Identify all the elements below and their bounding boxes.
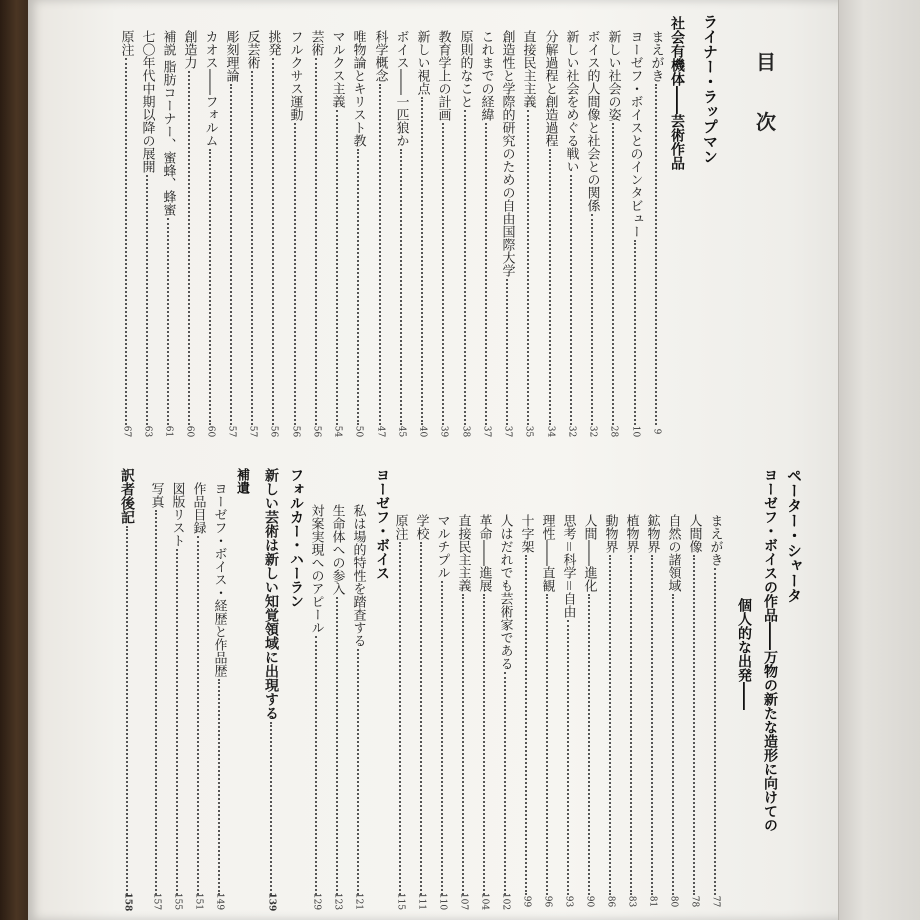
toc-entry-label: ヨーゼフ・ボイスとのインタビュー — [627, 30, 643, 238]
part4-author: フォルカー・ハーラン — [288, 468, 304, 608]
leader-dots — [462, 594, 464, 895]
toc-entry-page: 37 — [481, 425, 492, 438]
toc-entry-label: 鉱物界 — [644, 514, 660, 553]
toc-entry-page: 104 — [479, 892, 490, 911]
toc-entry-page: 32 — [587, 425, 598, 438]
toc-entry-label: 革命――進展 — [476, 514, 492, 592]
leader-dots — [379, 84, 381, 425]
toc-entry-32[interactable] — [601, 514, 619, 906]
leader-dots — [527, 110, 529, 425]
toc-entry-23[interactable] — [180, 30, 198, 436]
leader-dots — [655, 84, 657, 425]
leader-dots — [336, 597, 338, 895]
leader-dots — [693, 555, 695, 895]
toc-entry-40[interactable] — [433, 514, 451, 911]
toc-entry-4[interactable] — [583, 30, 601, 436]
toc-entry-page: 102 — [500, 892, 511, 911]
toc-entry-page: 40 — [417, 425, 428, 438]
leader-dots — [549, 149, 551, 425]
toc-title-char-1: 目 — [756, 50, 776, 74]
toc-entry-46[interactable] — [262, 468, 280, 912]
toc-entry-26[interactable] — [117, 30, 135, 436]
toc-entry-label: 原注 — [118, 30, 134, 56]
toc-entry-label: 彫刻理論 — [223, 30, 239, 82]
toc-entry-page: 37 — [502, 425, 513, 438]
leader-dots — [357, 149, 359, 425]
part3-author: ヨーゼフ・ボイス — [374, 468, 390, 580]
toc-entry-1[interactable] — [647, 30, 665, 436]
toc-entry-label: マルチプル — [434, 514, 450, 579]
toc-entry-page: 67 — [121, 425, 132, 438]
toc-entry-page: 9 — [651, 428, 662, 435]
toc-entry-13[interactable] — [392, 30, 410, 436]
leader-dots — [188, 71, 190, 425]
toc-entry-page: 139 — [266, 892, 277, 912]
toc-entry-8[interactable] — [498, 30, 516, 436]
toc-entry-label: まえがき — [648, 30, 664, 82]
toc-entry-label: カオス――フォルム — [202, 30, 218, 147]
toc-entry-label: 生命体への参入 — [329, 504, 345, 595]
toc-entry-page: 121 — [353, 892, 364, 911]
toc-entry-label: 原注 — [392, 514, 408, 540]
toc-entry-33[interactable] — [580, 514, 598, 906]
toc-entry-page: 77 — [710, 895, 721, 908]
toc-entry-afterword[interactable] — [118, 468, 136, 912]
toc-entry-25[interactable] — [138, 30, 156, 436]
toc-entry-label: ヨーゼフ・ボイス・経歴と作品歴 — [211, 482, 227, 677]
toc-entry-label: 直接民主主義 — [455, 514, 471, 592]
leader-dots — [315, 636, 317, 895]
toc-entry-label: 作品目録 — [190, 482, 206, 534]
toc-entry-3[interactable] — [604, 30, 622, 436]
leader-dots — [400, 149, 402, 425]
leader-dots — [634, 240, 636, 425]
toc-entry-45[interactable] — [307, 504, 325, 911]
toc-entry-label: 自然の諸領域 — [665, 514, 681, 592]
leader-dots — [567, 620, 569, 895]
toc-entry-page: 10 — [630, 425, 641, 438]
toc-entry-label: マルクス主義 — [329, 30, 345, 108]
toc-entry-label: 対案実現へのアピール — [308, 504, 324, 634]
toc-entry-11[interactable] — [434, 30, 452, 436]
leader-dots — [591, 214, 593, 425]
leader-dots — [570, 175, 572, 425]
leader-dots — [197, 536, 199, 895]
toc-entry-label: 植物界 — [623, 514, 639, 553]
toc-entry-label: 創造力 — [181, 30, 197, 69]
leader-dots — [209, 149, 211, 425]
leader-dots — [506, 279, 508, 425]
toc-entry-page: 110 — [437, 892, 448, 911]
next-page-edge — [838, 0, 920, 920]
toc-entry-label: 分解過程と創造過程 — [542, 30, 558, 147]
toc-entry-page: 123 — [332, 892, 343, 911]
leader-dots — [167, 218, 169, 425]
toc-entry-37[interactable] — [496, 514, 514, 911]
toc-entry-label: 訳者後記 — [119, 468, 135, 524]
toc-entry-27[interactable] — [706, 514, 724, 906]
leader-dots — [125, 58, 127, 425]
toc-entry-page: 35 — [523, 425, 534, 438]
toc-entry-label: これまでの経緯 — [478, 30, 494, 121]
toc-entry-6[interactable] — [541, 30, 559, 436]
leader-dots — [294, 123, 296, 425]
toc-entry-21[interactable] — [222, 30, 240, 436]
toc-entry-page: 60 — [184, 425, 195, 438]
toc-entry-label: フルクサス運動 — [287, 30, 303, 121]
supplement-heading: 補遺 — [234, 468, 249, 494]
toc-entry-page: 158 — [122, 892, 133, 912]
toc-entry-page: 115 — [395, 892, 406, 911]
leader-dots — [630, 555, 632, 895]
leader-dots — [504, 672, 506, 895]
toc-entry-22[interactable] — [201, 30, 219, 436]
leader-dots — [218, 679, 220, 895]
leader-dots — [609, 555, 611, 895]
toc-entry-20[interactable] — [243, 30, 261, 436]
toc-entry-page: 56 — [290, 425, 301, 438]
part2-subtitle-line1: ヨーゼフ・ボイスの作品――万物の新たな造形に向けての — [762, 468, 778, 832]
toc-entry-page: 151 — [193, 892, 204, 911]
toc-entry-page: 57 — [247, 425, 258, 438]
toc-entry-5[interactable] — [562, 30, 580, 436]
toc-entry-label: ボイス――一匹狼か — [393, 30, 409, 147]
leader-dots — [399, 542, 401, 895]
leader-dots — [485, 123, 487, 425]
toc-entry-14[interactable] — [371, 30, 389, 436]
toc-entry-page: 81 — [647, 895, 658, 908]
toc-entry-9[interactable] — [477, 30, 495, 436]
toc-entry-page: 90 — [584, 895, 595, 908]
toc-entry-48[interactable] — [189, 482, 207, 911]
toc-entry-label: 唯物論とキリスト教 — [350, 30, 366, 147]
toc-entry-page: 54 — [332, 425, 343, 438]
leader-dots — [546, 594, 548, 895]
toc-entry-24[interactable] — [159, 30, 177, 436]
toc-entry-label: 図版リスト — [169, 482, 185, 547]
toc-entry-page: 155 — [172, 892, 183, 911]
toc-entry-30[interactable] — [643, 514, 661, 906]
toc-entry-label: 科学概念 — [372, 30, 388, 82]
leader-dots — [714, 568, 716, 895]
part2-author: ペーター・シャータ — [785, 468, 803, 603]
leader-dots — [272, 58, 274, 425]
leader-dots — [336, 110, 338, 425]
toc-entry-label: 写真 — [148, 482, 164, 508]
toc-entry-label: 新しい社会の姿 — [605, 30, 621, 121]
toc-entry-38[interactable] — [475, 514, 493, 911]
toc-entry-page: 129 — [311, 892, 322, 911]
toc-entry-44[interactable] — [328, 504, 346, 911]
toc-entry-label: 原則的なこと — [457, 30, 473, 108]
toc-entry-label: 反芸術 — [244, 30, 260, 69]
toc-entry-page: 56 — [311, 425, 322, 438]
toc-entry-label: 人間像 — [686, 514, 702, 553]
toc-entry-page: 86 — [605, 895, 616, 908]
leader-dots — [315, 58, 317, 425]
leader-dots — [672, 594, 674, 895]
toc-entry-page: 63 — [142, 425, 153, 438]
toc-entry-page: 78 — [689, 895, 700, 908]
toc-entry-49[interactable] — [168, 482, 186, 911]
leader-dots — [441, 581, 443, 895]
toc-entry-page: 47 — [375, 425, 386, 438]
toc-entry-label: 挑発 — [265, 30, 281, 56]
toc-entry-label: 思考＝科学＝自由 — [560, 514, 576, 619]
toc-entry-10[interactable] — [456, 30, 474, 436]
toc-entry-label: 補説 脂肪コーナー、蜜蜂、蜂蜜 — [160, 30, 176, 217]
toc-entry-page: 107 — [458, 892, 469, 911]
toc-entry-page: 96 — [542, 895, 553, 908]
leader-dots — [357, 649, 359, 895]
leader-dots — [155, 510, 157, 895]
toc-entry-15[interactable] — [349, 30, 367, 436]
toc-entry-page: 61 — [163, 425, 174, 438]
toc-entry-page: 93 — [563, 895, 574, 908]
leader-dots — [483, 594, 485, 895]
toc-entry-page: 39 — [438, 425, 449, 438]
toc-entry-47[interactable] — [210, 482, 228, 911]
leader-dots — [442, 123, 444, 425]
toc-entry-page: 34 — [545, 425, 556, 438]
table-surface — [0, 0, 30, 920]
toc-entry-39[interactable] — [454, 514, 472, 911]
part1-subtitle: 社会有機体――芸術作品 — [669, 16, 685, 170]
leader-dots — [126, 526, 128, 895]
toc-entry-label: 新しい視点 — [414, 30, 430, 95]
toc-entry-36[interactable] — [517, 514, 535, 906]
toc-entry-label: 私は場的特性を踏査する — [350, 504, 366, 647]
toc-entry-label: 直接民主主義 — [520, 30, 536, 108]
toc-entry-28[interactable] — [685, 514, 703, 906]
toc-entry-page: 28 — [608, 425, 619, 438]
toc-entry-34[interactable] — [559, 514, 577, 906]
leader-dots — [176, 549, 178, 895]
toc-entry-label: 新しい芸術は新しい知覚領域に出現する — [263, 468, 279, 720]
toc-entry-35[interactable] — [538, 514, 556, 906]
toc-entry-page: 56 — [268, 425, 279, 438]
toc-entry-page: 32 — [566, 425, 577, 438]
toc-entry-label: 教育学上の計画 — [435, 30, 451, 121]
toc-entry-label: 人間――進化 — [581, 514, 597, 592]
toc-entry-page: 57 — [226, 425, 237, 438]
leader-dots — [251, 71, 253, 425]
toc-entry-page: 111 — [416, 892, 427, 911]
toc-entry-label: 創造性と学際的研究のための自由国際大学 — [499, 30, 515, 277]
toc-entry-page: 60 — [205, 425, 216, 438]
toc-entry-43[interactable] — [349, 504, 367, 911]
toc-entry-7[interactable] — [519, 30, 537, 436]
toc-entry-page: 99 — [521, 895, 532, 908]
toc-entry-29[interactable] — [664, 514, 682, 906]
toc-entry-label: 新しい社会をめぐる戦い — [563, 30, 579, 173]
toc-entry-page: 80 — [668, 895, 679, 908]
leader-dots — [146, 175, 148, 425]
toc-entry-label: 七〇年代中期以降の展開 — [139, 30, 155, 173]
part1-author: ライナー・ラップマン — [701, 14, 719, 164]
toc-title-char-2: 次 — [756, 110, 776, 134]
part2-subtitle-line2: 個人的な出発―― — [736, 598, 752, 710]
toc-entry-label: 十字架 — [518, 514, 534, 553]
toc-entry-50[interactable] — [147, 482, 165, 911]
leader-dots — [525, 555, 527, 895]
toc-entry-label: 学校 — [413, 514, 429, 540]
leader-dots — [230, 84, 232, 425]
toc-entry-42[interactable] — [391, 514, 409, 911]
leader-dots — [612, 123, 614, 425]
toc-entry-label: 人はだれでも芸術家である — [497, 514, 513, 670]
leader-dots — [270, 722, 272, 895]
toc-entry-19[interactable] — [264, 30, 282, 436]
toc-entry-label: 芸術 — [308, 30, 324, 56]
leader-dots — [651, 555, 653, 895]
toc-entry-page: 45 — [396, 425, 407, 438]
toc-entry-page: 157 — [151, 892, 162, 911]
toc-entry-label: まえがき — [707, 514, 723, 566]
toc-entry-2[interactable] — [626, 30, 644, 436]
toc-entry-17[interactable] — [307, 30, 325, 436]
toc-entry-page: 38 — [460, 425, 471, 438]
toc-entry-16[interactable] — [328, 30, 346, 436]
toc-entry-page: 50 — [353, 425, 364, 438]
toc-entry-41[interactable] — [412, 514, 430, 911]
toc-entry-page: 149 — [214, 892, 225, 911]
toc-entry-18[interactable] — [286, 30, 304, 436]
toc-entry-31[interactable] — [622, 514, 640, 906]
leader-dots — [588, 594, 590, 895]
toc-entry-12[interactable] — [413, 30, 431, 436]
toc-entry-page: 83 — [626, 895, 637, 908]
toc-entry-label: 動物界 — [602, 514, 618, 553]
leader-dots — [420, 542, 422, 895]
leader-dots — [464, 110, 466, 425]
leader-dots — [421, 97, 423, 425]
toc-entry-label: 理性――直観 — [539, 514, 555, 592]
toc-entry-label: ボイス的人間像と社会との関係 — [584, 30, 600, 212]
